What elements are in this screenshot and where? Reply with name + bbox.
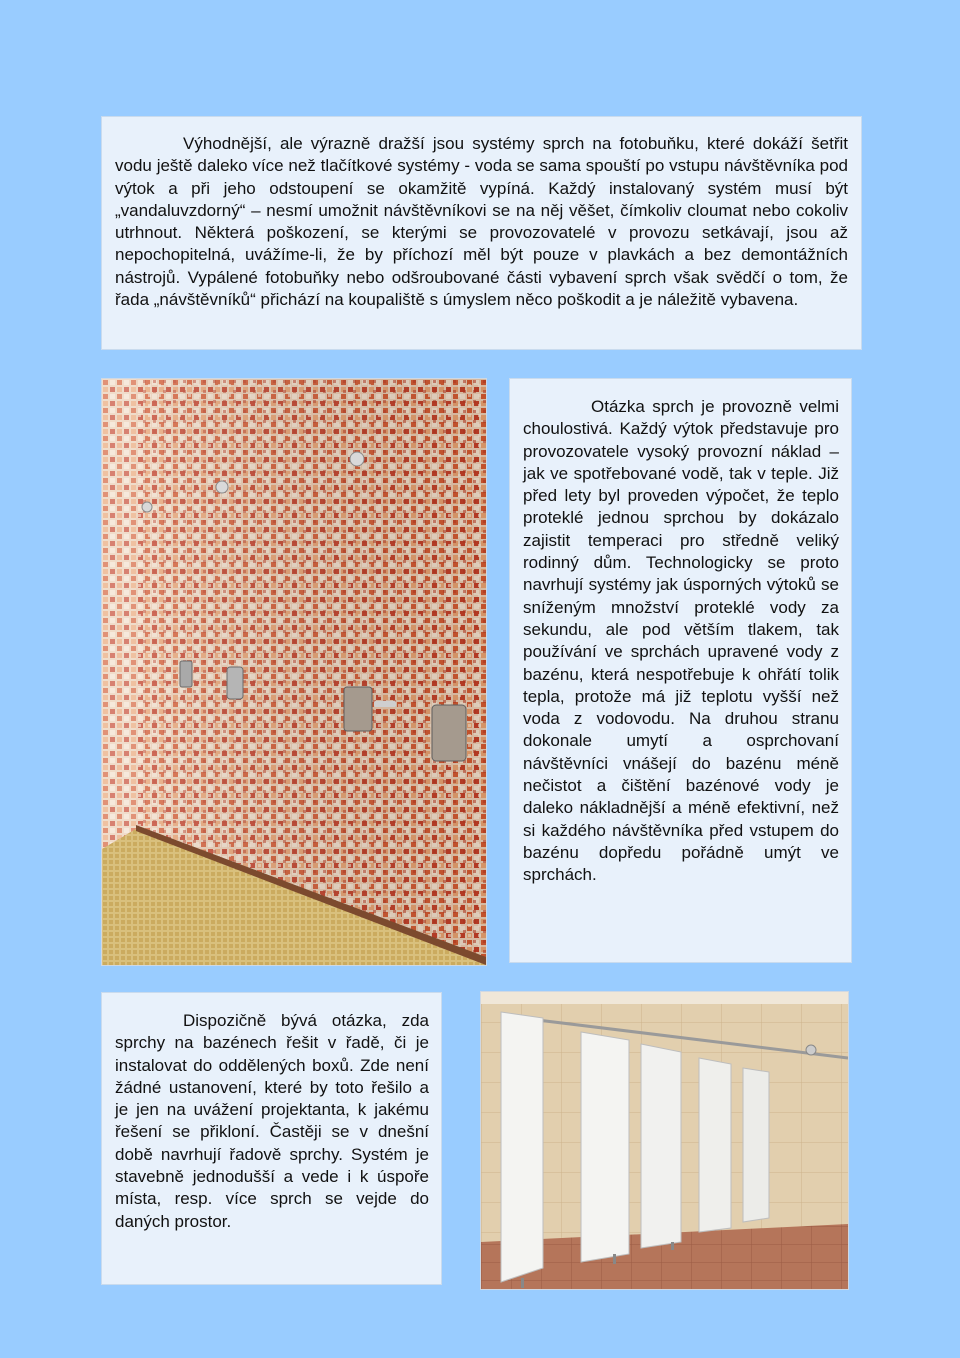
mosaic-shower-wall-image (102, 379, 486, 965)
photo-shower-cubicles (480, 991, 849, 1290)
text-box-shower-layout (101, 992, 442, 1285)
shower-cubicles-image (481, 992, 848, 1289)
paragraph-shower-operation: Otázka sprch je provozně velmi choulostivá. Každý výtok představuje pro provozovatele vysoký provozní náklad – jak ve spotřebované vodě, tak v teple. Již před lety byl proveden výpočet, že teplo proteklé jednou sprchou by dokázalo zajistit temperaci pro středně veliký rodinný dům. Technologicky se proto navrhují systémy jak úsporných výtoků se sníženým množství proteklé vody za sekundu, ale pod větším tlakem, tak používání ve sprchách upravené vody z bazénu, která nespotřebuje k ohřátí tolik tepla, protože má již teplotu vyšší než voda z vodovodu. Na druhou stranu dokonale umytí a osprchovaní návštěvníci vnášejí do bazénu méně nečistot a čištění bazénové vody je daleko nákladnější a méně efektivní, než si každého návštěvníka před vstupem do bazénu dopředu pořádně umýt ve sprchách. (523, 397, 839, 885)
text-box-photocell-showers (101, 116, 862, 350)
text-box-shower-operation (509, 378, 852, 963)
photo-mosaic-shower-wall (101, 378, 487, 966)
paragraph-photocell-showers: Výhodnější, ale výrazně dražší jsou systémy sprch na fotobuňku, které dokáží šetřit vodu ještě daleko více než tlačítkové systémy - voda se sama spouští po vstupu návštěvníka pod výtok a při jeho odstoupení se okamžitě vypíná. Každý instalovaný systém musí být „vandaluvzdorný“ – nesmí umožnit návštěvníkovi se na něj věšet, čímkoliv cloumat nebo cokoliv utrhnout. Některá poškození, se kterými se provozovatelé v provozu setkávají, jsou až nepochopitelná, uvážíme-li, že by příchozí měl být pouze v plavkách a bez demontážních nástrojů. Vypálené fotobuňky nebo odšroubované části vybavení sprch však svědčí o tom, že řada „návštěvníků“ přichází na koupaliště s úmyslem něco poškodit a je náležitě vybavena. (115, 134, 848, 310)
paragraph-shower-layout: Dispozičně bývá otázka, zda sprchy na bazénech řešit v řadě, či je instalovat do oddělených boxů. Zde není žádné ustanovení, které by toto řešilo a je jen na uvážení projektanta, k jakému řešení se přikloní. Častěji se v dnešní době navrhují řadově sprchy. Systém je stavebně jednodušší a vede i k úspoře místa, resp. více sprch se vejde do daných prostor. (115, 1011, 429, 1231)
